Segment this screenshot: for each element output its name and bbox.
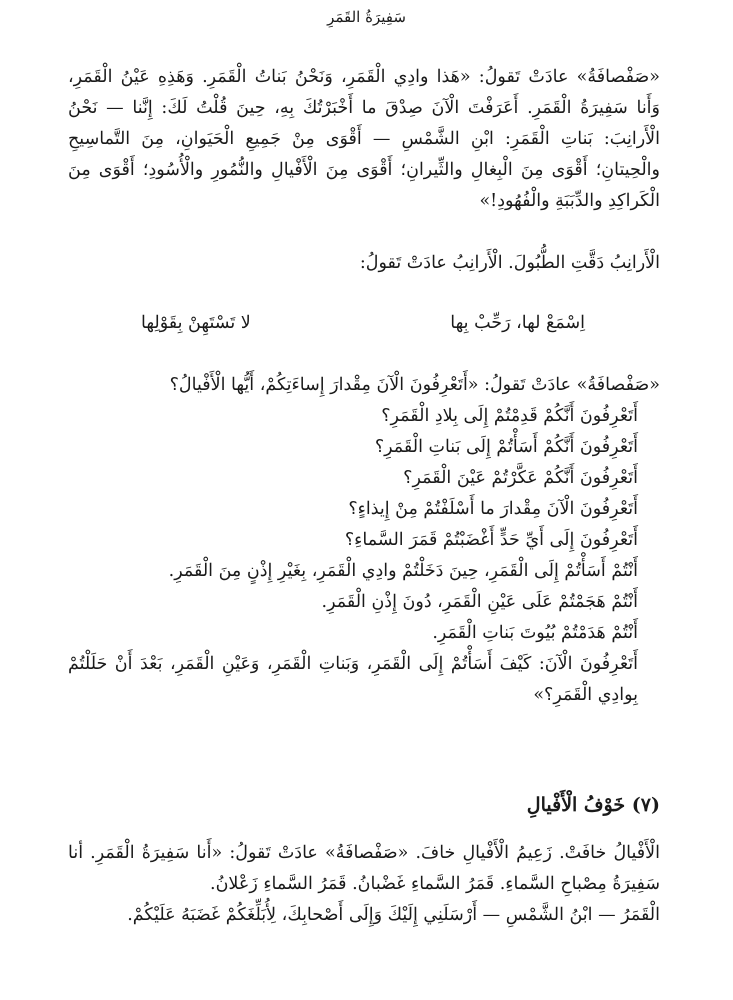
question-list — [68, 401, 660, 711]
question-line: أَنْتُمْ هَجَمْتُمْ عَلَى عَيْنِ الْقَمَرِ، دُونَ إِذْنِ الْقَمَرِ. — [321, 592, 638, 612]
speech-intro: «صَفْصافَةُ» عادَتْ تَقولُ: «أَتَعْرِفُونَ الْآنَ مِقْدارَ إِساءَتِكُمْ، أَيُّها الْأَفْيالُ؟ — [169, 375, 660, 395]
paragraph-opening-speech: «صَفْصافَةُ» عادَتْ تَقولُ: «هَذا وادِي الْقَمَرِ، وَنَحْنُ بَناتُ الْقَمَرِ. وَهَذِهِ عَيْنُ الْقَمَرِ، وَأَنا سَفِيرَةُ الْقَمَرِ. أَعَرَفْتَ الْآنَ صِدْقَ ما أَخْبَرْتُكَ بِهِ، حِينَ قُلْتُ لَكَ: إِنَّنا — نَحْنُ الْأَرانِبَ: بَناتِ الْقَمَرِ: ابْنِ الشَّمْسِ — أَقْوَى مِنْ جَمِيعِ الْحَيَوانِ، مِنَ التَّماسِيحِ والْحِيتانِ؛ أَقْوَى مِنَ الْبِغالِ والثِّيرانِ؛ أَقْوَى مِنَ الْأَفْيالِ والنُّمُورِ والْأُسُودِ؛ أَقْوَى مِنَ الْكَراكِدِ والدِّبَبَةِ والْفُهُودِ!» — [68, 67, 660, 211]
paragraph-elephants-afraid: الْأَفْيالُ خافَتْ. زَعِيمُ الْأَفْيالِ خافَ. «صَفْصافَةُ» عادَتْ تَقولُ: «أَنا سَفِيرَةُ الْقَمَرِ. أنا سَفِيرَةُ مِصْباحِ السَّماءِ. قَمَرُ السَّماءِ غَضْبانُ. قَمَرُ السَّماءِ زَعْلانُ. — [68, 843, 660, 894]
question-line: أَتَعْرِفُونَ الْآنَ: كَيْفَ أَسَأْتُمْ إِلَى الْقَمَرِ، وَبَناتِ الْقَمَرِ، وَعَيْنِ الْقَمَرِ، بَعْدَ أَنْ حَلَلْتُمْ بِوادِي الْقَمَرِ؟» — [68, 654, 638, 705]
running-header: سَفِيرَةُ القَمَرِ — [327, 8, 406, 26]
question-line: أَنْتُمْ أَسَأْتُمْ إِلَى الْقَمَرِ، حِينَ دَخَلْتُمْ وادِي الْقَمَرِ، بِغَيْرِ إِذْنٍ مِنَ الْقَمَرِ. — [168, 561, 638, 581]
question-line: أَتَعْرِفُونَ أَنَّكُمْ أَسَأْتُمْ إِلَى بَناتِ الْقَمَرِ؟ — [374, 437, 638, 457]
question-line: أَتَعْرِفُونَ أَنَّكُمْ عَكَّرْتُمْ عَيْنَ الْقَمَرِ؟ — [403, 468, 638, 488]
section-body — [68, 838, 660, 931]
paragraph-drums: الْأَرانِبُ دَقَّتِ الطُّبُولَ. الْأَرانِبُ عادَتْ تَقولُ: — [359, 253, 660, 273]
verse-hemistich-first: اِسْمَعْ لها، رَحِّبْ بِها — [450, 313, 585, 333]
section-heading: (٧) خَوْفُ الْأَفْيالِ — [526, 794, 660, 816]
verse-hemistich-second: لا تَسْتَهِنْ بِقَوْلِها — [141, 313, 251, 333]
question-line: أَنْتُمْ هَدَمْتُمْ بُيُوتَ بَناتِ الْقَمَرِ. — [432, 623, 638, 643]
paragraph-moon-message: الْقَمَرُ — ابْنُ الشَّمْسِ — أَرْسَلَنِي إِلَيْكَ وَإِلَى أَصْحابِكَ، لِأُبَلِّغَكُمْ غَضَبَهُ عَلَيْكُمْ. — [127, 905, 660, 925]
question-line: أَتَعْرِفُونَ الْآنَ مِقْدارَ ما أَسْلَفْتُمْ مِنْ إِيذاءٍ؟ — [348, 499, 638, 519]
question-line: أَتَعْرِفُونَ إِلَى أَيِّ حَدٍّ أَغْضَبْتُمْ قَمَرَ السَّماءِ؟ — [344, 530, 638, 550]
speech-block — [68, 370, 660, 711]
question-line: أَتَعْرِفُونَ أَنَّكُمْ قَدِمْتُمْ إِلَى بِلادِ الْقَمَرِ؟ — [381, 406, 638, 426]
